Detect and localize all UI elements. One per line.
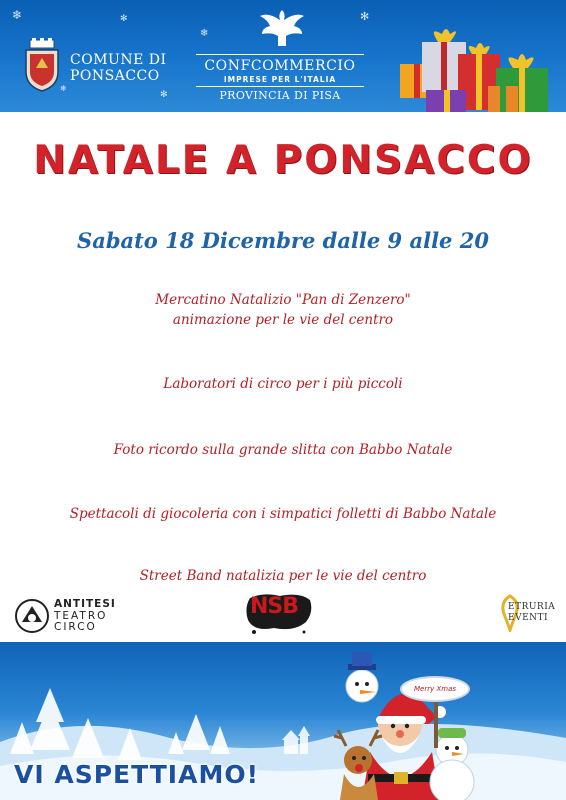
- comune-logo-text: [70, 52, 167, 84]
- snowflake-icon: ❄: [60, 84, 67, 93]
- event-item: [0, 374, 566, 394]
- event-date: Sabato 18 Dicembre dalle 9 alle 20: [77, 228, 489, 253]
- antitesi-line-3: CIRCO: [54, 621, 97, 633]
- event-line: animazione per le vie del centro: [172, 312, 394, 328]
- event-line: Laboratori di circo per i più piccoli: [163, 376, 403, 392]
- event-item: [0, 566, 566, 586]
- antitesi-line-2: TEATRO: [54, 609, 108, 622]
- etruria-text: [508, 602, 555, 624]
- nsb-logo: [244, 592, 316, 640]
- snowflake-icon: ✻: [360, 10, 370, 23]
- event-item: [0, 504, 566, 524]
- snowflake-icon: ❄: [12, 8, 23, 22]
- etruria-eventi-logo: [496, 594, 554, 634]
- nsb-name: NSB: [250, 594, 299, 619]
- event-item: [0, 290, 566, 330]
- comune-crest-icon: [22, 38, 62, 92]
- merry-xmas-sign: Merry Xmas: [400, 676, 470, 702]
- comune-line-1: COMUNE DI: [70, 52, 167, 68]
- event-line: Mercatino Natalizio "Pan di Zenzero": [155, 292, 411, 308]
- event-line: Spettacoli di giocoleria con i simpatici folletti di Babbo Natale: [69, 506, 497, 522]
- antitesi-mark-icon: [14, 598, 50, 634]
- header-banner: [0, 0, 566, 112]
- confcommercio-province: PROVINCIA DI PISA: [219, 89, 341, 102]
- event-item: [0, 440, 566, 460]
- closing-message: VI ASPETTIAMO!: [14, 760, 259, 789]
- confcommercio-name: CONFCOMMERCIO: [204, 58, 356, 74]
- confcommercio-tagline: IMPRESE PER L'ITALIA: [223, 75, 337, 84]
- etruria-line-2: EVENTI: [508, 613, 549, 623]
- event-line: Street Band natalizia per le vie del centro: [139, 568, 427, 584]
- event-line: Foto ricordo sulla grande slitta con Babbo Natale: [113, 442, 453, 458]
- antitesi-logo: [14, 596, 120, 636]
- comune-line-2: PONSACCO: [70, 68, 160, 84]
- gift-boxes-icon: [398, 24, 560, 112]
- antitesi-text: [54, 599, 116, 634]
- snowflake-icon: ✻: [160, 90, 168, 100]
- eagle-icon: [256, 6, 308, 50]
- etruria-line-1: ETRURIA: [508, 602, 556, 612]
- confcommercio-logo: [190, 54, 370, 102]
- snowflake-icon: ✻: [120, 14, 128, 24]
- page-title: NATALE A PONSACCO: [33, 138, 533, 183]
- snowflake-icon: ❄: [200, 28, 209, 39]
- antitesi-line-1: ANTITESI: [54, 598, 116, 610]
